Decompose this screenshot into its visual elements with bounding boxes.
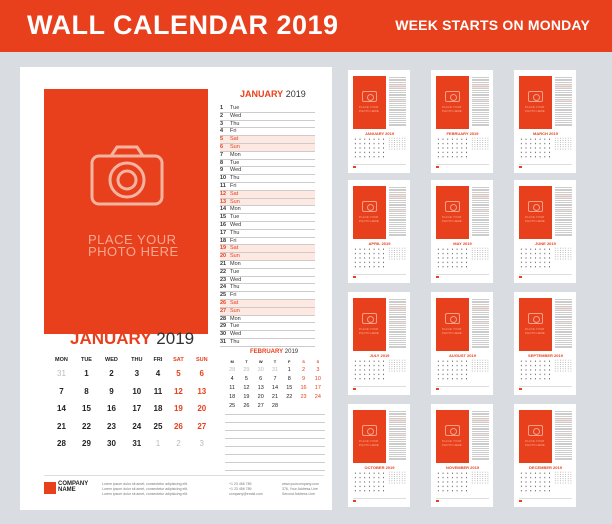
thumbnail-grid	[353, 359, 386, 381]
date-cell: 7	[59, 386, 64, 396]
date-cell: 26	[243, 402, 250, 409]
day-row: 11 Fri	[220, 183, 315, 191]
day-row: 25 Fri	[220, 292, 315, 300]
day-row: 1 Tue	[220, 105, 315, 113]
date-cell: 6	[199, 369, 204, 379]
weekday-header: W	[258, 358, 263, 364]
thumbnail-october	[348, 404, 410, 507]
date-cell: 27	[257, 402, 264, 409]
date-cell: 13	[257, 384, 264, 391]
date-cell: 14	[57, 404, 66, 414]
date-cell: 28	[57, 439, 66, 449]
day-row: 2 Wed	[220, 113, 315, 121]
date-cell: 4	[230, 375, 234, 382]
thumbnail-month-label: APRIL 2019	[368, 241, 391, 246]
thumbnail-grid	[519, 471, 552, 493]
date-cell: 25	[229, 402, 236, 409]
thumbnail-small-grid	[388, 471, 406, 484]
footer-address: www.yourcompany.com 376, Your Address Line Second Address Line	[282, 482, 319, 496]
date-cell: 5	[176, 369, 181, 379]
day-row: 13 Sun	[220, 199, 315, 207]
thumbnail-month-label: MARCH 2019	[533, 131, 558, 136]
thumbnail-july	[348, 292, 410, 395]
date-cell: 27	[197, 421, 207, 431]
day-row: 28 Mon	[220, 316, 315, 324]
day-row: 14 Mon	[220, 206, 315, 214]
thumbnail-small-grid	[388, 247, 406, 260]
thumbnail-month-label: NOVEMBER 2019	[445, 465, 480, 470]
thumbnail-small-grid	[554, 359, 572, 372]
date-cell: 17	[314, 384, 321, 391]
thumbnail-grid	[436, 359, 469, 381]
date-cell: 21	[57, 421, 66, 431]
page-subtitle: WEEK STARTS ON MONDAY	[395, 17, 590, 33]
camera-icon	[362, 425, 377, 436]
thumbnail-january	[348, 70, 410, 173]
weekday-header: S	[302, 358, 305, 364]
date-cell: 12	[173, 386, 183, 396]
day-row: 22 Tue	[220, 269, 315, 277]
date-cell: 24	[314, 393, 321, 400]
date-cell: 4	[155, 369, 161, 379]
date-cell: 22	[82, 421, 91, 431]
weekday-header: T	[245, 358, 248, 364]
thumbnail-day-list	[472, 186, 489, 237]
day-row: 10 Thu	[220, 175, 315, 183]
date-cell: 3	[134, 369, 140, 379]
date-cell: 9	[302, 375, 306, 382]
day-list	[220, 89, 315, 347]
date-cell: 8	[287, 375, 291, 382]
thumbnail-month-label: AUGUST 2019	[449, 353, 476, 358]
weekday-header: FRI	[153, 357, 163, 363]
thumbnail-august	[431, 292, 493, 395]
thumbnail-small-grid	[554, 471, 572, 484]
weekday-header: WED	[105, 357, 118, 363]
weekday-header: THU	[131, 357, 143, 363]
camera-icon	[362, 91, 377, 102]
thumbnail-photo: PLACE YOUR PHOTO HERE	[353, 298, 386, 351]
date-cell: 16	[107, 404, 116, 414]
date-cell: 2	[109, 369, 114, 379]
weekday-header: F	[288, 358, 291, 364]
camera-icon	[528, 313, 543, 324]
thumbnail-day-list	[389, 298, 406, 349]
thumbnail-april	[348, 180, 410, 283]
camera-icon	[528, 201, 543, 212]
notes-lines	[225, 407, 325, 471]
thumbnail-photo: PLACE YOUR PHOTO HERE	[519, 410, 552, 463]
footer-contacts: +1 23 456 789 +1 23 456 789 company@email.com	[229, 482, 263, 496]
day-row: 18 Fri	[220, 238, 315, 246]
thumbnail-day-list	[555, 410, 572, 461]
camera-icon	[445, 91, 460, 102]
thumbnail-footer	[353, 164, 406, 167]
thumbnail-small-grid	[388, 137, 406, 150]
thumbnail-grid	[519, 137, 552, 159]
date-cell: 17	[132, 404, 142, 414]
day-row: 6 Sun	[220, 144, 315, 152]
weekday-header: SUN	[195, 357, 208, 363]
thumbnail-march	[514, 70, 576, 173]
page-header	[0, 0, 612, 52]
date-cell: 3	[316, 366, 320, 373]
thumbnail-month-label: MAY 2019	[453, 241, 472, 246]
thumbnail-footer	[436, 498, 489, 501]
thumbnail-december	[514, 404, 576, 507]
thumbnail-photo: PLACE YOUR PHOTO HERE	[436, 76, 469, 129]
camera-icon	[528, 91, 543, 102]
thumbnail-day-list	[389, 76, 406, 127]
camera-icon	[89, 144, 165, 208]
date-cell: 11	[153, 386, 163, 396]
photo-placeholder	[44, 89, 208, 334]
camera-icon	[362, 313, 377, 324]
date-cell: 2	[302, 366, 306, 373]
date-cell: 22	[286, 393, 293, 400]
thumbnail-footer	[436, 274, 489, 277]
thumbnail-photo: PLACE YOUR PHOTO HERE	[519, 186, 552, 239]
thumbnail-small-grid	[388, 359, 406, 372]
thumbnail-month-label: JULY 2019	[369, 353, 390, 358]
thumbnail-footer	[436, 164, 489, 167]
date-cell: 26	[173, 421, 183, 431]
thumbnail-may	[431, 180, 493, 283]
date-cell: 23	[300, 393, 307, 400]
date-cell: 31	[271, 366, 279, 373]
thumbnail-day-list	[389, 186, 406, 237]
camera-icon	[445, 201, 460, 212]
date-cell: 9	[109, 386, 114, 396]
date-cell: 28	[271, 402, 279, 409]
photo-placeholder-text: PLACE YOUR PHOTO HERE	[88, 232, 179, 259]
date-cell: 18	[229, 393, 236, 400]
thumbnail-day-list	[555, 298, 572, 349]
thumbnail-small-grid	[471, 247, 489, 260]
thumbnail-june	[514, 180, 576, 283]
date-cell: 11	[229, 384, 235, 391]
day-row: 19 Sat	[220, 245, 315, 253]
thumbnail-footer	[519, 498, 572, 501]
thumbnail-footer	[436, 386, 489, 389]
date-cell: 5	[244, 375, 248, 382]
date-cell: 15	[82, 404, 91, 414]
date-cell: 18	[153, 404, 163, 414]
company-logo-icon	[44, 482, 56, 494]
day-row: 8 Tue	[220, 160, 315, 168]
date-cell: 1	[84, 369, 89, 379]
day-row: 12 Sat	[220, 191, 315, 199]
thumbnail-footer	[353, 274, 406, 277]
date-cell: 23	[107, 421, 116, 431]
main-calendar-page	[20, 67, 332, 510]
thumbnail-small-grid	[471, 137, 489, 150]
camera-icon	[362, 201, 377, 212]
date-cell: 24	[132, 421, 142, 431]
day-row: 29 Tue	[220, 323, 315, 331]
day-row: 31 Thu	[220, 339, 315, 347]
footer-lorem: Lorem ipsum dolor sit amet, consectetur adipisicing elit. Lorem ipsum dolor sit amet, consectetur adipisicing elit. Lorem ipsum dolor sit amet, consectetur adipisicing elit.	[102, 482, 188, 496]
thumbnail-footer	[519, 386, 572, 389]
date-cell: 15	[286, 384, 293, 391]
camera-icon	[445, 313, 460, 324]
company-name: COMPANY NAME	[58, 481, 89, 493]
date-cell: 29	[243, 366, 250, 373]
thumbnail-small-grid	[554, 247, 572, 260]
thumbnail-grid	[436, 471, 469, 493]
date-cell: 3	[199, 439, 204, 449]
weekday-header: M	[230, 358, 234, 364]
thumbnail-photo: PLACE YOUR PHOTO HERE	[436, 186, 469, 239]
day-row: 15 Tue	[220, 214, 315, 222]
day-row: 24 Thu	[220, 284, 315, 292]
date-cell: 7	[273, 375, 277, 382]
thumbnail-footer	[519, 274, 572, 277]
month-grid	[48, 355, 214, 453]
date-cell: 14	[271, 384, 279, 391]
date-cell: 20	[257, 393, 264, 400]
day-row: 7 Mon	[220, 152, 315, 160]
footer	[44, 475, 324, 505]
thumbnail-photo: PLACE YOUR PHOTO HERE	[436, 298, 469, 351]
thumbnail-footer	[353, 498, 406, 501]
thumbnail-grid	[353, 471, 386, 493]
camera-icon	[445, 425, 460, 436]
thumbnail-day-list	[472, 298, 489, 349]
date-cell: 13	[197, 386, 207, 396]
thumbnail-month-label: JANUARY 2019	[364, 131, 395, 136]
thumbnail-photo: PLACE YOUR PHOTO HERE	[519, 76, 552, 129]
date-cell: 6	[259, 375, 263, 382]
thumbnail-february	[431, 70, 493, 173]
month-heading: JANUARY 2019	[70, 329, 195, 348]
thumbnail-month-label: SEPTEMBER 2019	[528, 353, 563, 358]
camera-icon	[528, 425, 543, 436]
thumbnail-photo: PLACE YOUR PHOTO HERE	[353, 186, 386, 239]
thumbnail-grid	[519, 247, 552, 269]
date-cell: 16	[300, 384, 307, 391]
date-cell: 28	[229, 366, 236, 373]
thumbnail-small-grid	[554, 137, 572, 150]
day-row: 16 Wed	[220, 222, 315, 230]
thumbnail-grid	[353, 247, 386, 269]
weekday-header: TUE	[80, 357, 92, 363]
thumbnail-grid	[436, 247, 469, 269]
thumbnail-grid	[353, 137, 386, 159]
thumbnail-photo: PLACE YOUR PHOTO HERE	[353, 76, 386, 129]
thumbnail-day-list	[389, 410, 406, 461]
weekday-header: T	[273, 358, 277, 364]
date-cell: 1	[287, 366, 291, 373]
thumbnail-day-list	[555, 186, 572, 237]
day-row: 21 Mon	[220, 261, 315, 269]
thumbnail-month-label: JUNE 2019	[535, 241, 556, 246]
date-cell: 8	[84, 386, 89, 396]
day-row: 23 Wed	[220, 277, 315, 285]
next-month-heading: FEBRUARY 2019	[250, 349, 299, 355]
day-row: 5 Sat	[220, 136, 315, 144]
date-cell: 12	[243, 384, 250, 391]
date-cell: 19	[243, 393, 250, 400]
thumbnail-month-label: OCTOBER 2019	[364, 465, 395, 470]
day-row: 3 Thu	[220, 121, 315, 129]
date-cell: 10	[314, 375, 321, 382]
thumbnail-september	[514, 292, 576, 395]
day-row: 17 Thu	[220, 230, 315, 238]
thumbnail-photo: PLACE YOUR PHOTO HERE	[353, 410, 386, 463]
date-cell: 31	[57, 369, 66, 379]
date-cell: 21	[271, 393, 279, 400]
date-cell: 30	[257, 366, 264, 373]
date-cell: 20	[197, 404, 207, 414]
next-month-grid	[225, 357, 325, 410]
day-row: 26 Sat	[220, 300, 315, 308]
date-cell: 30	[107, 439, 116, 449]
page-title: WALL CALENDAR 2019	[27, 10, 339, 40]
date-cell: 29	[82, 439, 91, 449]
thumbnail-footer	[519, 164, 572, 167]
day-row: 9 Wed	[220, 167, 315, 175]
thumbnail-small-grid	[471, 359, 489, 372]
thumbnail-day-list	[472, 76, 489, 127]
thumbnail-photo: PLACE YOUR PHOTO HERE	[436, 410, 469, 463]
thumbnail-november	[431, 404, 493, 507]
day-row: 27 Sun	[220, 308, 315, 316]
thumbnail-month-label: FEBRUARY 2019	[446, 131, 479, 136]
thumbnail-photo: PLACE YOUR PHOTO HERE	[519, 298, 552, 351]
day-list-title: JANUARY 2019	[240, 89, 306, 99]
thumbnail-grid	[519, 359, 552, 381]
thumbnail-grid	[436, 137, 469, 159]
date-cell: 19	[173, 404, 183, 414]
date-cell: 10	[132, 386, 142, 396]
date-cell: 25	[153, 421, 163, 431]
thumbnail-day-list	[472, 410, 489, 461]
day-row: 30 Wed	[220, 331, 315, 339]
date-cell: 1	[155, 439, 161, 449]
thumbnail-footer	[353, 386, 406, 389]
thumbnail-month-label: DECEMBER 2019	[529, 465, 562, 470]
weekday-header: S	[316, 358, 320, 364]
date-cell: 2	[176, 439, 181, 449]
thumbnail-small-grid	[471, 471, 489, 484]
thumbnail-day-list	[555, 76, 572, 127]
weekday-header: SAT	[173, 357, 184, 363]
day-row: 4 Fri	[220, 128, 315, 136]
date-cell: 31	[132, 439, 142, 449]
day-row: 20 Sun	[220, 253, 315, 261]
weekday-header: MON	[55, 357, 68, 363]
